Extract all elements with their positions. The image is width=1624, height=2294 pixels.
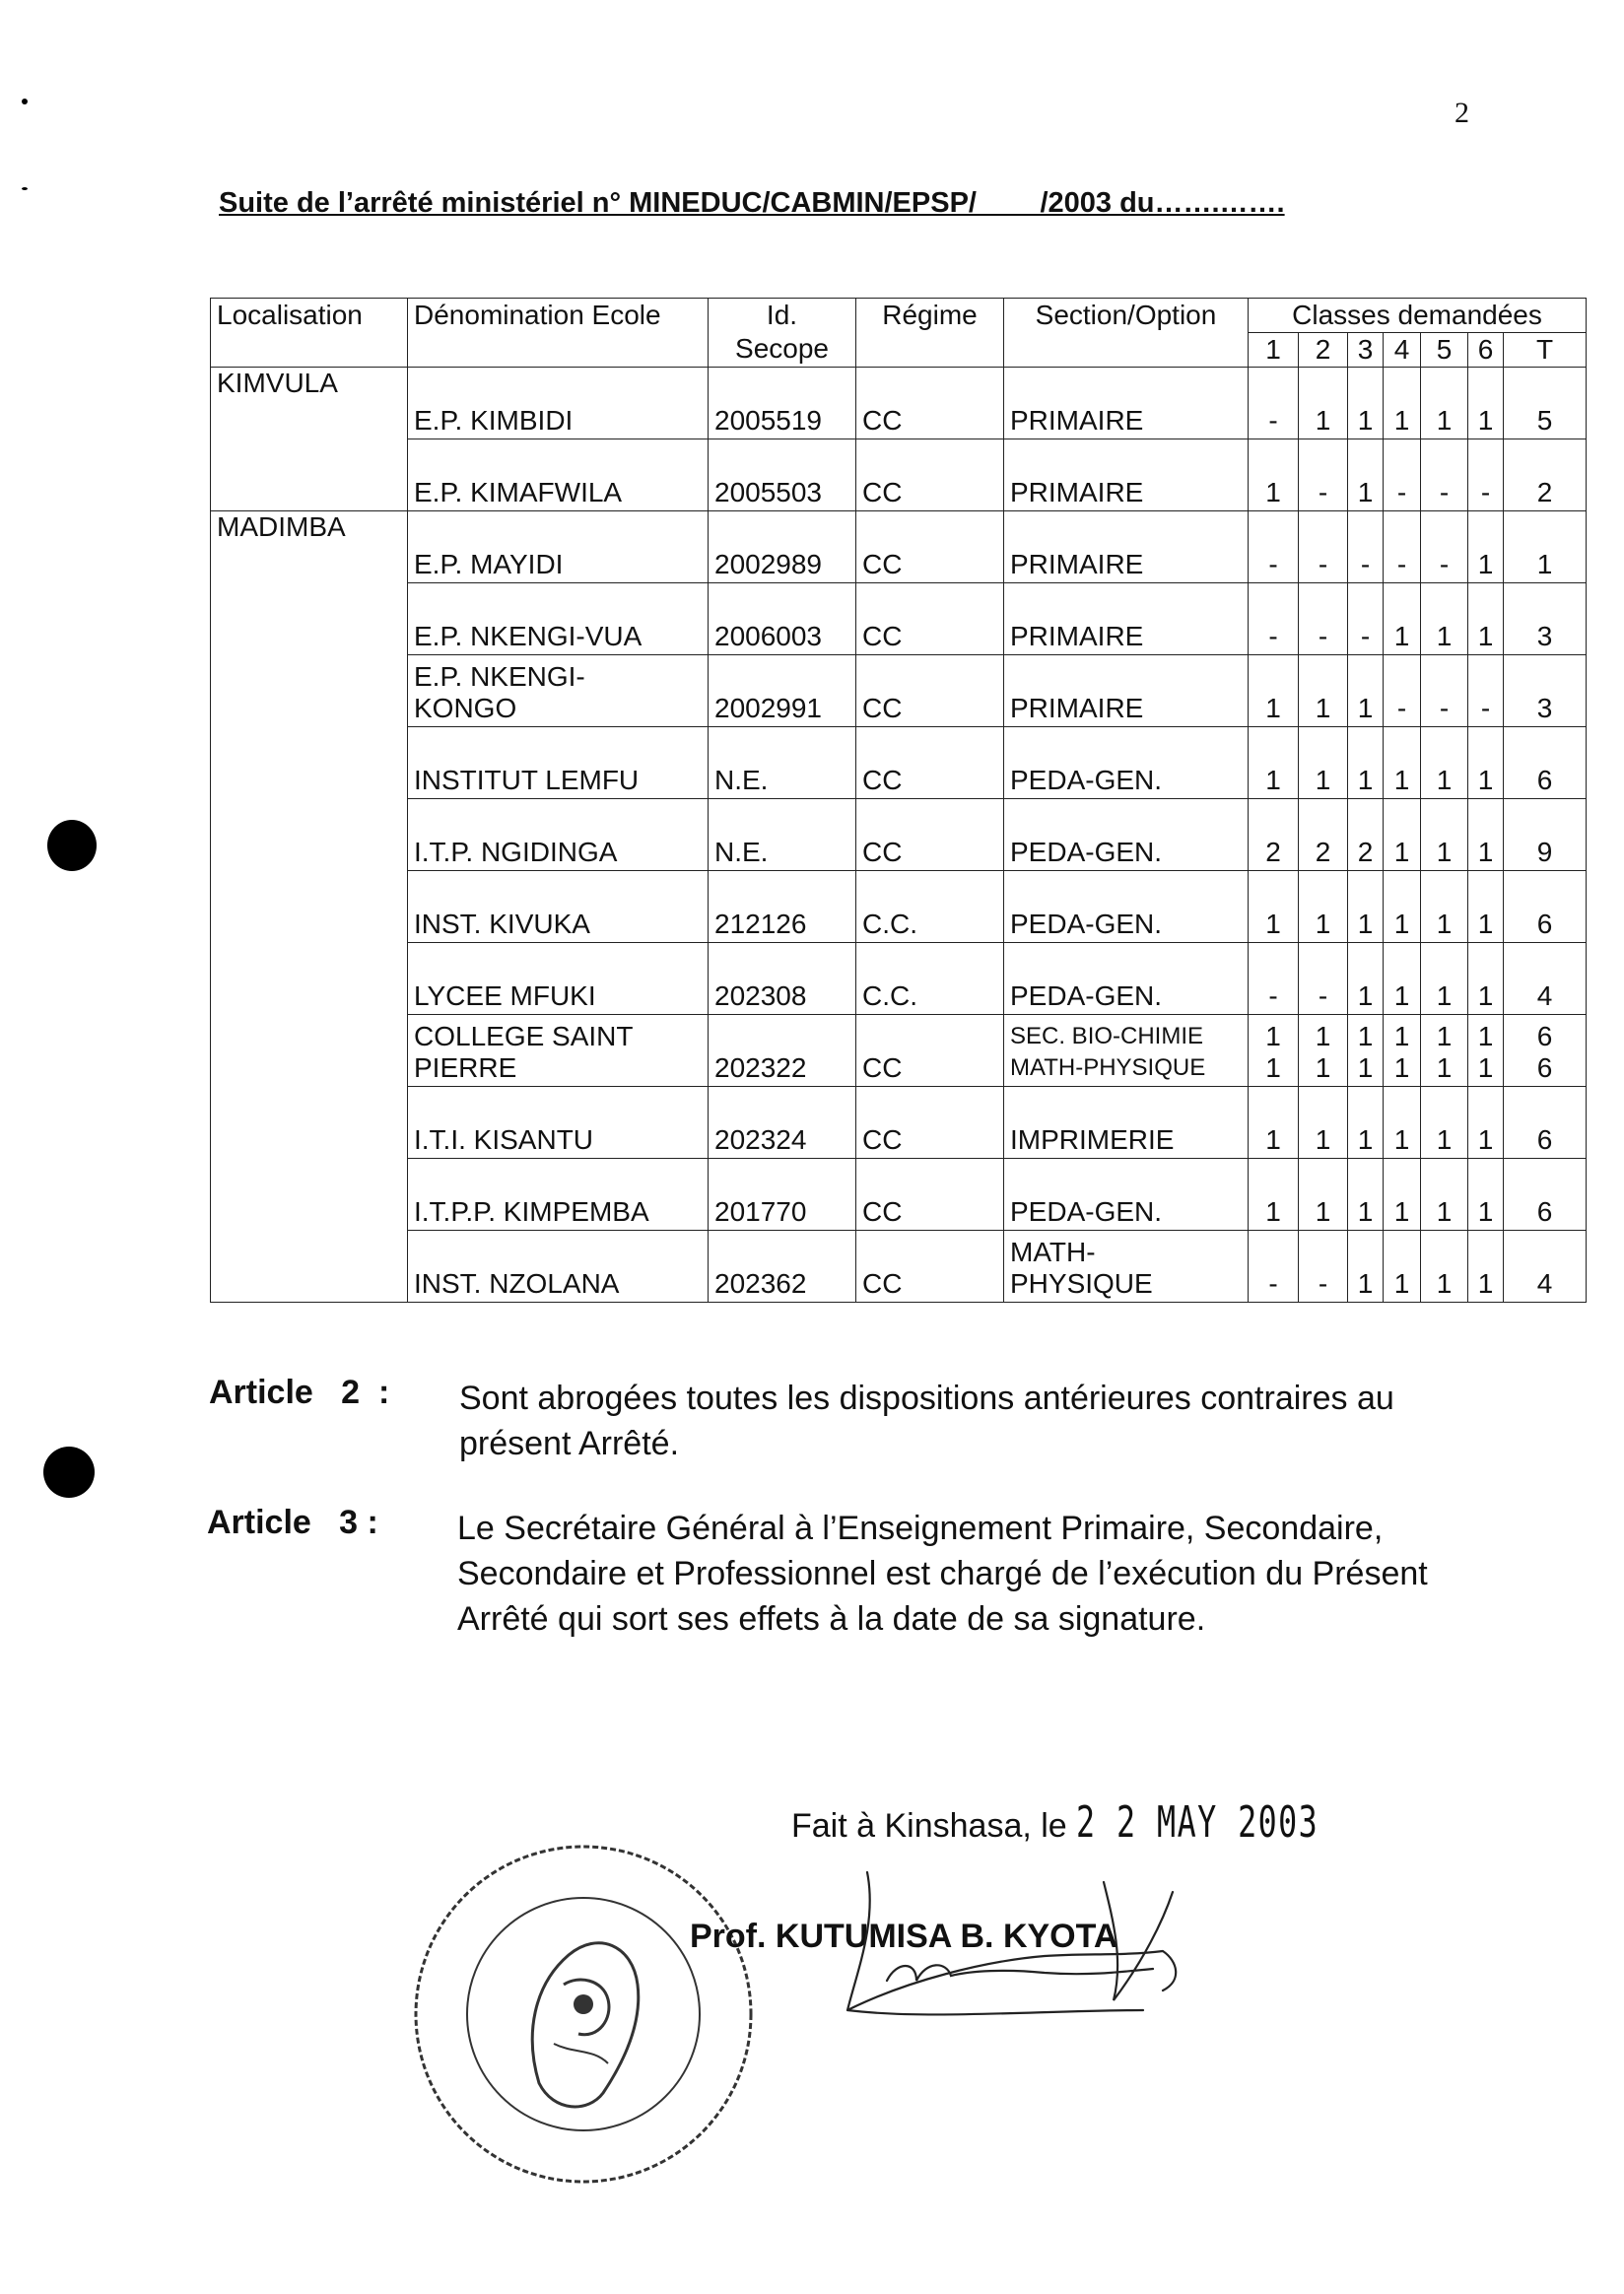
- table-row: [211, 583, 1587, 655]
- section-option-cell: PRIMAIRE: [1004, 655, 1249, 727]
- class-count-cell: 1: [1384, 871, 1421, 943]
- secope-id-cell: 212126: [709, 871, 856, 943]
- class-count-cell: 6: [1504, 1087, 1587, 1159]
- article-3-label: Article 3 :: [207, 1504, 378, 1541]
- class-count-cell: 1: [1384, 368, 1421, 439]
- class-count-cell: 1: [1299, 655, 1348, 727]
- class-count-cell: 1: [1421, 1087, 1468, 1159]
- class-count-cell: 1: [1468, 1087, 1504, 1159]
- class-count-cell: 1: [1348, 655, 1384, 727]
- secope-id-cell: N.E.: [709, 727, 856, 799]
- regime-cell: CC: [856, 583, 1004, 655]
- class-count-cell: 1 1: [1249, 1015, 1299, 1087]
- class-count-cell: 1: [1421, 943, 1468, 1015]
- punch-hole: [47, 820, 97, 871]
- secope-id-cell: 202362: [709, 1231, 856, 1303]
- class-count-cell: 1: [1348, 439, 1384, 511]
- section-option-cell: PRIMAIRE: [1004, 439, 1249, 511]
- table-row: [211, 871, 1587, 943]
- class-count-cell: -: [1299, 583, 1348, 655]
- secope-id-cell: 2006003: [709, 583, 856, 655]
- table-row: [211, 439, 1587, 511]
- header-class-1: 1: [1249, 333, 1299, 368]
- punch-hole: [43, 1447, 95, 1498]
- header-id-secope: Id. Secope: [709, 299, 856, 368]
- article-2-text: Sont abrogées toutes les dispositions antérieures contraires au présent Arrêté.: [459, 1380, 1394, 1462]
- header-class-6: 6: [1468, 333, 1504, 368]
- regime-cell: C.C.: [856, 943, 1004, 1015]
- class-count-cell: 3: [1504, 655, 1587, 727]
- header-section-option: Section/Option: [1004, 299, 1249, 368]
- header-localisation: Localisation: [211, 299, 408, 368]
- class-count-cell: 1: [1348, 1159, 1384, 1231]
- section-option-cell: PEDA-GEN.: [1004, 799, 1249, 871]
- table-row: [211, 1087, 1587, 1159]
- secope-id-cell: 2005503: [709, 439, 856, 511]
- class-count-cell: 1: [1384, 943, 1421, 1015]
- school-name-cell: LYCEE MFUKI: [408, 943, 709, 1015]
- school-name-cell: INST. KIVUKA: [408, 871, 709, 943]
- regime-cell: CC: [856, 727, 1004, 799]
- secope-id-cell: 202322: [709, 1015, 856, 1087]
- regime-cell: CC: [856, 511, 1004, 583]
- class-count-cell: 1: [1468, 943, 1504, 1015]
- regime-cell: CC: [856, 1159, 1004, 1231]
- class-count-cell: -: [1468, 439, 1504, 511]
- localisation-cell: MADIMBA: [211, 511, 408, 1303]
- margin-mark: [22, 99, 28, 104]
- header-regime: Régime: [856, 299, 1004, 368]
- class-count-cell: 2: [1348, 799, 1384, 871]
- class-count-cell: 1: [1299, 1159, 1348, 1231]
- school-name-cell: INSTITUT LEMFU: [408, 727, 709, 799]
- regime-cell: CC: [856, 655, 1004, 727]
- margin-mark: [22, 187, 28, 190]
- class-count-cell: -: [1421, 439, 1468, 511]
- class-count-cell: 1: [1421, 1231, 1468, 1303]
- section-option-cell: PEDA-GEN.: [1004, 943, 1249, 1015]
- signatory-name: Prof. KUTUMISA B. KYOTA: [690, 1918, 1118, 1955]
- class-count-cell: 9: [1504, 799, 1587, 871]
- table-row: [211, 655, 1587, 727]
- class-count-cell: 1 1: [1299, 1015, 1348, 1087]
- decree-reference-header: Suite de l’arrêté ministériel n° MINEDUC/CABMIN/EPSP/ /2003 du…….…….: [219, 187, 1285, 219]
- secope-id-cell: 2002991: [709, 655, 856, 727]
- secope-id-cell: 202308: [709, 943, 856, 1015]
- school-name-cell: INST. NZOLANA: [408, 1231, 709, 1303]
- class-count-cell: 1: [1299, 871, 1348, 943]
- header-class-4: 4: [1384, 333, 1421, 368]
- class-count-cell: 1: [1384, 727, 1421, 799]
- class-count-cell: 1: [1421, 1159, 1468, 1231]
- table-row: [211, 1015, 1587, 1087]
- secope-id-cell: 2002989: [709, 511, 856, 583]
- class-count-cell: 6: [1504, 1159, 1587, 1231]
- regime-cell: CC: [856, 1015, 1004, 1087]
- school-name-cell: E.P. KIMBIDI: [408, 368, 709, 439]
- date-stamp: 2 2 MAY 2003: [1076, 1797, 1320, 1848]
- class-count-cell: 1: [1249, 655, 1299, 727]
- class-count-cell: 3: [1504, 583, 1587, 655]
- school-name-cell: I.T.P. NGIDINGA: [408, 799, 709, 871]
- class-count-cell: 2: [1299, 799, 1348, 871]
- class-count-cell: -: [1299, 439, 1348, 511]
- class-count-cell: 1: [1468, 368, 1504, 439]
- table-row: [211, 1231, 1587, 1303]
- class-count-cell: 2: [1249, 799, 1299, 871]
- schools-table: [210, 298, 1587, 1303]
- section-option-cell: SEC. BIO-CHIMIE MATH-PHYSIQUE: [1004, 1015, 1249, 1087]
- school-name-cell: E.P. MAYIDI: [408, 511, 709, 583]
- class-count-cell: 1: [1468, 871, 1504, 943]
- school-name-cell: I.T.I. KISANTU: [408, 1087, 709, 1159]
- header-class-2: 2: [1299, 333, 1348, 368]
- class-count-cell: -: [1384, 511, 1421, 583]
- class-count-cell: 1: [1384, 799, 1421, 871]
- table-row: [211, 368, 1587, 439]
- regime-cell: CC: [856, 368, 1004, 439]
- section-option-cell: PRIMAIRE: [1004, 368, 1249, 439]
- class-count-cell: 1: [1384, 1159, 1421, 1231]
- class-count-cell: 1: [1249, 727, 1299, 799]
- class-count-cell: 1: [1299, 1087, 1348, 1159]
- school-name-cell: E.P. NKENGI- KONGO: [408, 655, 709, 727]
- class-count-cell: 1: [1468, 1159, 1504, 1231]
- class-count-cell: 4: [1504, 1231, 1587, 1303]
- class-count-cell: 1: [1468, 511, 1504, 583]
- class-count-cell: 1: [1348, 1087, 1384, 1159]
- school-name-cell: COLLEGE SAINT PIERRE: [408, 1015, 709, 1087]
- place-and-date: [791, 1797, 1413, 1848]
- class-count-cell: 6 6: [1504, 1015, 1587, 1087]
- class-count-cell: 5: [1504, 368, 1587, 439]
- section-option-cell: PEDA-GEN.: [1004, 1159, 1249, 1231]
- header-classes-demandees: Classes demandées: [1249, 299, 1587, 333]
- class-count-cell: 1: [1299, 368, 1348, 439]
- school-name-cell: I.T.P.P. KIMPEMBA: [408, 1159, 709, 1231]
- place-text: Fait à Kinshasa, le: [791, 1807, 1077, 1845]
- regime-cell: CC: [856, 1231, 1004, 1303]
- class-count-cell: 1: [1299, 727, 1348, 799]
- table-row: [211, 799, 1587, 871]
- section-option-cell: PRIMAIRE: [1004, 583, 1249, 655]
- article-3-text: Le Secrétaire Général à l’Enseignement Primaire, Secondaire, Secondaire et Professionnel est chargé de l’exécution du Présent Arrêté qui sort ses effets à la date de sa signature.: [457, 1510, 1428, 1638]
- school-name-cell: E.P. NKENGI-VUA: [408, 583, 709, 655]
- official-seal: [406, 1837, 761, 2192]
- class-count-cell: 6: [1504, 871, 1587, 943]
- regime-cell: CC: [856, 799, 1004, 871]
- class-count-cell: -: [1249, 1231, 1299, 1303]
- section-option-cell: PEDA-GEN.: [1004, 871, 1249, 943]
- class-count-cell: -: [1348, 511, 1384, 583]
- class-count-cell: 1: [1421, 799, 1468, 871]
- table-row: [211, 511, 1587, 583]
- section-option-cell: PEDA-GEN.: [1004, 727, 1249, 799]
- class-count-cell: 1: [1421, 727, 1468, 799]
- class-count-cell: 1: [1468, 583, 1504, 655]
- class-count-cell: 1: [1421, 368, 1468, 439]
- regime-cell: C.C.: [856, 871, 1004, 943]
- regime-cell: CC: [856, 439, 1004, 511]
- class-count-cell: 1: [1468, 727, 1504, 799]
- class-count-cell: -: [1249, 511, 1299, 583]
- article-2-label: Article 2 :: [209, 1374, 390, 1411]
- class-count-cell: -: [1249, 368, 1299, 439]
- secope-id-cell: N.E.: [709, 799, 856, 871]
- school-name-cell: E.P. KIMAFWILA: [408, 439, 709, 511]
- class-count-cell: 1 1: [1348, 1015, 1384, 1087]
- class-count-cell: 1: [1249, 1159, 1299, 1231]
- class-count-cell: -: [1421, 511, 1468, 583]
- class-count-cell: 1: [1249, 871, 1299, 943]
- class-count-cell: -: [1421, 655, 1468, 727]
- class-count-cell: -: [1384, 655, 1421, 727]
- class-count-cell: 1: [1468, 799, 1504, 871]
- class-count-cell: 1: [1348, 1231, 1384, 1303]
- regime-cell: CC: [856, 1087, 1004, 1159]
- table-row: [211, 727, 1587, 799]
- class-count-cell: 4: [1504, 943, 1587, 1015]
- class-count-cell: 1: [1421, 583, 1468, 655]
- class-count-cell: -: [1299, 511, 1348, 583]
- class-count-cell: 1: [1348, 943, 1384, 1015]
- class-count-cell: -: [1299, 943, 1348, 1015]
- class-count-cell: 1: [1384, 1087, 1421, 1159]
- class-count-cell: -: [1468, 655, 1504, 727]
- class-count-cell: -: [1348, 583, 1384, 655]
- class-count-cell: 1 1: [1384, 1015, 1421, 1087]
- class-count-cell: 1 1: [1421, 1015, 1468, 1087]
- class-count-cell: 1 1: [1468, 1015, 1504, 1087]
- header-class-5: 5: [1421, 333, 1468, 368]
- secope-id-cell: 202324: [709, 1087, 856, 1159]
- section-option-cell: MATH- PHYSIQUE: [1004, 1231, 1249, 1303]
- class-count-cell: -: [1299, 1231, 1348, 1303]
- class-count-cell: 6: [1504, 727, 1587, 799]
- localisation-cell: KIMVULA: [211, 368, 408, 511]
- table-row: [211, 943, 1587, 1015]
- class-count-cell: 1: [1348, 368, 1384, 439]
- class-count-cell: -: [1384, 439, 1421, 511]
- class-count-cell: 1: [1504, 511, 1587, 583]
- header-denomination: Dénomination Ecole: [408, 299, 709, 368]
- class-count-cell: 1: [1384, 1231, 1421, 1303]
- class-count-cell: 2: [1504, 439, 1587, 511]
- header-class-3: 3: [1348, 333, 1384, 368]
- secope-id-cell: 2005519: [709, 368, 856, 439]
- section-option-cell: PRIMAIRE: [1004, 511, 1249, 583]
- class-count-cell: -: [1249, 943, 1299, 1015]
- secope-id-cell: 201770: [709, 1159, 856, 1231]
- handwritten-signature: [788, 1862, 1222, 2030]
- class-count-cell: 1: [1421, 871, 1468, 943]
- class-count-cell: 1: [1348, 727, 1384, 799]
- class-count-cell: 1: [1468, 1231, 1504, 1303]
- class-count-cell: 1: [1384, 583, 1421, 655]
- class-count-cell: 1: [1249, 1087, 1299, 1159]
- class-count-cell: 1: [1348, 871, 1384, 943]
- class-count-cell: -: [1249, 583, 1299, 655]
- header-class-T: T: [1504, 333, 1587, 368]
- table-row: [211, 1159, 1587, 1231]
- page-number: 2: [1455, 97, 1469, 129]
- class-count-cell: 1: [1249, 439, 1299, 511]
- section-option-cell: IMPRIMERIE: [1004, 1087, 1249, 1159]
